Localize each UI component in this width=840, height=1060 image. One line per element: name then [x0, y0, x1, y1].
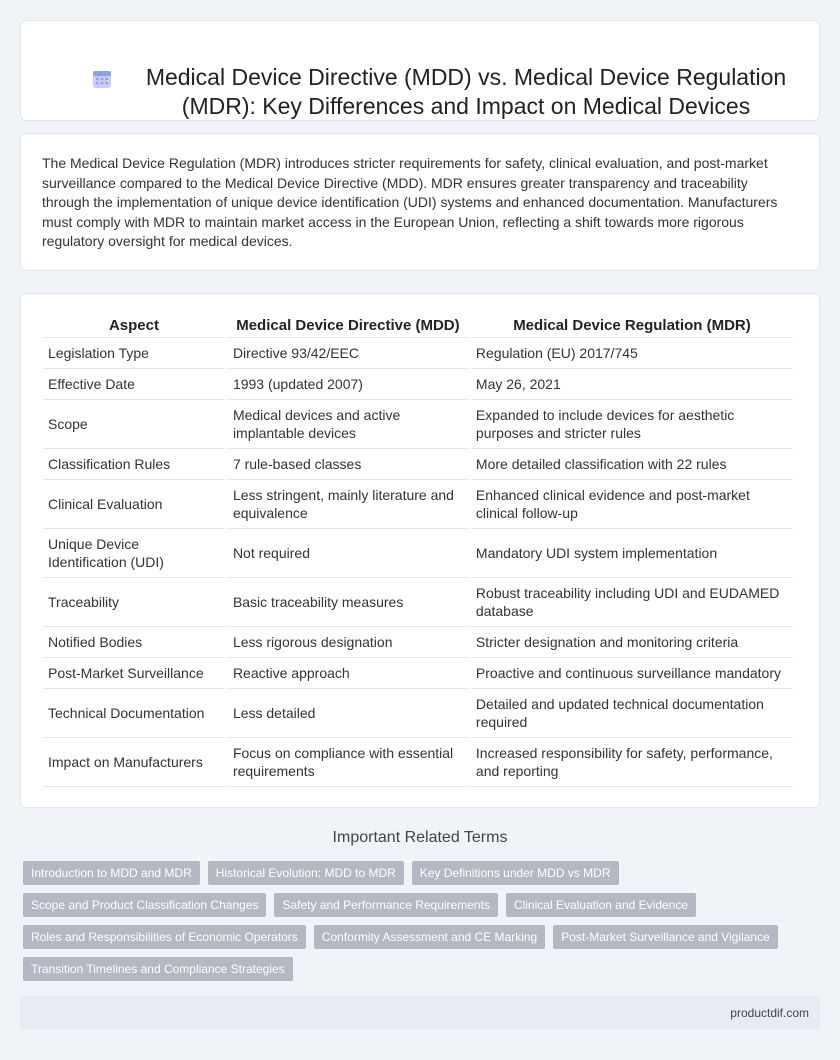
cell-aspect: Clinical Evaluation [43, 480, 225, 529]
cell-mdd: Less rigorous designation [228, 627, 468, 658]
related-term-tag[interactable]: Historical Evolution: MDD to MDR [208, 861, 404, 885]
title-card [20, 20, 820, 121]
cell-mdr: Mandatory UDI system implementation [471, 529, 793, 578]
cell-mdd: Less stringent, mainly literature and equivalence [228, 480, 468, 529]
cell-mdr: Enhanced clinical evidence and post-market clinical follow-up [471, 480, 793, 529]
cell-mdd: Less detailed [228, 689, 468, 738]
table-row [43, 738, 793, 787]
cell-aspect: Effective Date [43, 369, 225, 400]
cell-aspect: Notified Bodies [43, 627, 225, 658]
cell-mdd: 1993 (updated 2007) [228, 369, 468, 400]
cell-mdr: Robust traceability including UDI and EUDAMED database [471, 578, 793, 627]
intro-card [20, 133, 820, 271]
cell-mdr: Expanded to include devices for aesthetic purposes and stricter rules [471, 400, 793, 449]
cell-aspect: Impact on Manufacturers [43, 738, 225, 787]
cell-mdr: More detailed classification with 22 rules [471, 449, 793, 480]
cell-mdr: Increased responsibility for safety, performance, and reporting [471, 738, 793, 787]
related-term-tag[interactable]: Clinical Evaluation and Evidence [506, 893, 696, 917]
table-row [43, 529, 793, 578]
comparison-table [40, 309, 796, 787]
table-row [43, 449, 793, 480]
cell-mdd: Basic traceability measures [228, 578, 468, 627]
table-row [43, 480, 793, 529]
intro-text: The Medical Device Regulation (MDR) introduces stricter requirements for safety, clinical evaluation, and post-market surveillance compared to the Medical Device Directive (MDD). MDR ensures greater transparency and traceability through the implementation of unique device identification (UDI) systems and enhanced documentation. Manufacturers must comply with MDR to maintain market access in the European Union, reflecting a shift towards more rigorous regulatory oversight for medical devices. [42, 155, 778, 249]
cell-aspect: Legislation Type [43, 338, 225, 369]
cell-aspect: Technical Documentation [43, 689, 225, 738]
cell-mdd: Focus on compliance with essential requirements [228, 738, 468, 787]
cell-mdr: Proactive and continuous surveillance mandatory [471, 658, 793, 689]
cell-aspect: Classification Rules [43, 449, 225, 480]
table-row [43, 658, 793, 689]
cell-aspect: Scope [43, 400, 225, 449]
cell-aspect: Post-Market Surveillance [43, 658, 225, 689]
cell-mdd: Medical devices and active implantable devices [228, 400, 468, 449]
related-term-tag[interactable]: Transition Timelines and Compliance Strategies [23, 957, 293, 981]
cell-mdd: Not required [228, 529, 468, 578]
table-row [43, 689, 793, 738]
page-title: Medical Device Directive (MDD) vs. Medical Device Regulation (MDR): Key Differences and Impact on Medical Devices [145, 64, 787, 119]
related-term-tag[interactable]: Conformity Assessment and CE Marking [314, 925, 545, 949]
related-term-tag[interactable]: Roles and Responsibilities of Economic Operators [23, 925, 306, 949]
footer [20, 996, 820, 1029]
related-term-tag[interactable]: Post-Market Surveillance and Vigilance [553, 925, 778, 949]
cell-mdr: Stricter designation and monitoring criteria [471, 627, 793, 658]
header-mdr: Medical Device Regulation (MDR) [471, 309, 793, 338]
table-row [43, 338, 793, 369]
calendar-icon [91, 68, 113, 90]
table-header-row [43, 309, 793, 338]
cell-mdr: Detailed and updated technical documentation required [471, 689, 793, 738]
related-term-tag[interactable]: Scope and Product Classification Changes [23, 893, 266, 917]
tag-row [23, 893, 823, 925]
related-term-tag[interactable]: Introduction to MDD and MDR [23, 861, 200, 885]
cell-mdd: 7 rule-based classes [228, 449, 468, 480]
footer-site[interactable]: productdif.com [730, 1006, 809, 1020]
header-mdd: Medical Device Directive (MDD) [228, 309, 468, 338]
related-terms-title: Important Related Terms [332, 829, 508, 846]
table-row [43, 627, 793, 658]
cell-mdr: May 26, 2021 [471, 369, 793, 400]
table-body [43, 338, 793, 787]
comparison-card [20, 293, 820, 808]
tag-row [23, 925, 823, 957]
related-term-tag[interactable]: Safety and Performance Requirements [274, 893, 497, 917]
cell-aspect: Unique Device Identification (UDI) [43, 529, 225, 578]
tag-row [23, 957, 823, 989]
table-row [43, 369, 793, 400]
tag-row [23, 861, 823, 893]
related-term-tag[interactable]: Key Definitions under MDD vs MDR [412, 861, 619, 885]
cell-mdr: Regulation (EU) 2017/745 [471, 338, 793, 369]
cell-mdd: Reactive approach [228, 658, 468, 689]
table-row [43, 578, 793, 627]
header-aspect: Aspect [43, 309, 225, 338]
related-terms-list [23, 861, 823, 989]
table-row [43, 400, 793, 449]
cell-aspect: Traceability [43, 578, 225, 627]
cell-mdd: Directive 93/42/EEC [228, 338, 468, 369]
